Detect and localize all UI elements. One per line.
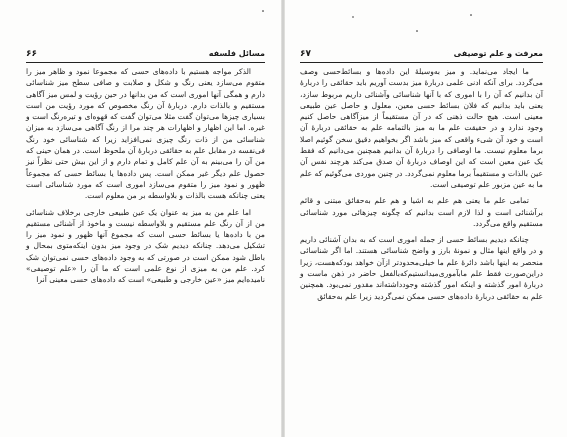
paper-speck	[470, 14, 472, 16]
paragraph: ما ایجاد می‌نماید. و میز به‌وسیلهٔ این داده‌ها و بسائط‌حسی وصف می‌گردد. برای آنکه ادنی علمی دربارهٔ میز بدست آوریم باید حقائقی را دربارهٔ آن بدانیم که آن را با اموری که با آنها شناسائی و‌آشنائی داریم مربوط سازد، یعنی باید بدانیم که فلان بسائط حسی معین، معلول و حاصل عین طبیعی معینی است. هیچ حالت ذهنی که در آن مستقیماً از میزآگاهی حاصل کنیم وجود ندارد و در حقیقت علم ما به میز بالتمامه علم به حقائقی دربارهٔ آن است و خود آن شیء واقعی که میز باشد اگر بخواهیم دقیق سخن گوئیم اصلا برما معلوم نیست. ما اوصافی را دربارهٔ آن بدانیم همچنین می‌دانیم که فقط یک عین معین است که این اوصاف دربارهٔ آن صدق می‌کند هرچند نفس آن عین بالذات و مستقیماً برما معلوم نمی‌گردد. در چنین موردی می‌گوئیم که علم ما به عین مزبور علم توصیفی است.	[300, 67, 543, 189]
running-title: معرفت و علم توصیفی	[453, 49, 543, 58]
page-number: ۶۶	[26, 49, 37, 59]
paper-speck	[416, 30, 418, 32]
header-rule	[300, 62, 543, 63]
paragraph: اما علم من به میز به عنوان یک عین طبیعی خارجی برخلاف شناسائی من از آن رنگ علم مستقیم و بلاواسطه نیست و ماخوذ از آشنائی مستقیم من با داده‌ها یا بسائط حسی است که مجموع آنها ظهور و نمود میز را تشکیل می‌دهد. چنانکه دیدیم شک در وجود میز بدون اینکه‌متوی ‌بمحال و باطل شود ممکن است در صورتی که به وجود داده‌های حسی نمی‌توان شک کرد. علم من به میزی از نوع علمی است که ما آن را «علم توصیفی» نامیده‌ایم میز «عین خارجی و طبیعی» است که داده‌های حسی معینی آنرا	[26, 207, 265, 285]
paragraph: تمامی علم ما یعنی هم علم به اشیا و هم علم به‌حقائق مبتنی و قائم برآشنائی است و لذا لازم است بدانیم که چگونه چیزهائی مورد شناسائی مستقیم واقع می‌گردد.	[300, 196, 543, 228]
left-page-header	[26, 47, 265, 61]
right-page	[284, 0, 567, 437]
paragraph: الذکر مواجه هستیم با داده‌های حسی که مجموعا نمود و ظاهر میز را متقوم می‌سازد یعنی رنگ و شکل و صلابت و صافی سطح میز شناسائی دارم و همگی آنها اموری است که من بدانها در حین رؤیت و لمس میز آگاهی مستقیم و بالذات دارم. دربارهٔ آن رنگ مخصوص که مورد رؤیت من است بسیاری چیزها می‌توان گفت مثلا می‌توان گفت که قهوه‌ای و تیره‌رنگ است و غیره. اما این اظهار و اظهارات هر چند مرا از رنگ آگاهی می‌سازد به میزان شناسائی من از ذات رنگ چیزی نمی‌افزاید زیرا که شناسائی خود رنگ فی‌نفسه در مقابل علم به حقائقی دربارهٔ آن ملحوظ است. در همان حینی که من آن را می‌بینم به آن علم کامل و تمام دارم و از این بیش حتی نظراً نیز حصول علم دیگر غیر ممکن است. پس داده‌ها یا بسائط حسی که مجموعاً ظهور و نمود میز را متقوم می‌سازد اموری است که مورد شناسائی است یعنی چنانکه هست بالذات و بلاواسطه بر من معلوم است.	[26, 67, 265, 201]
page-number: ۶۷	[300, 49, 311, 59]
paper-speck	[352, 16, 354, 18]
left-page-body	[26, 66, 265, 291]
paragraph: چنانکه دیدیم بسائط حسی از جمله اموری است که به بدان آشنائی داریم و در واقع اینها مثال و نمونهٔ بارز و واضح شناسائی هستند. اما اگر شناسائی منحصر به اینها باشد دائرهٔ علم ما خیلی‌محدودتر ازآن خواهد بود‌که‌هست، زیرا دراین‌صورت فقط علم ما‌بآموری‌میدانستیم‌که‌بالفعل حاضر در ذهن ماست و دربارهٔ امور گذشته و اینکه امور گذشته وجودداشته‌اند مقدور نمی‌بود. همچنین علم به حقائقی دربارهٔ داده‌های حسی ممکن نمی‌گردید زیرا علم به‌حقائق	[300, 235, 543, 301]
right-page-body	[300, 66, 543, 307]
paper-speck	[262, 10, 264, 12]
right-page-header	[300, 47, 543, 61]
running-title: مسائل فلسفه	[208, 49, 265, 58]
header-rule	[26, 62, 265, 63]
left-page	[0, 0, 283, 437]
